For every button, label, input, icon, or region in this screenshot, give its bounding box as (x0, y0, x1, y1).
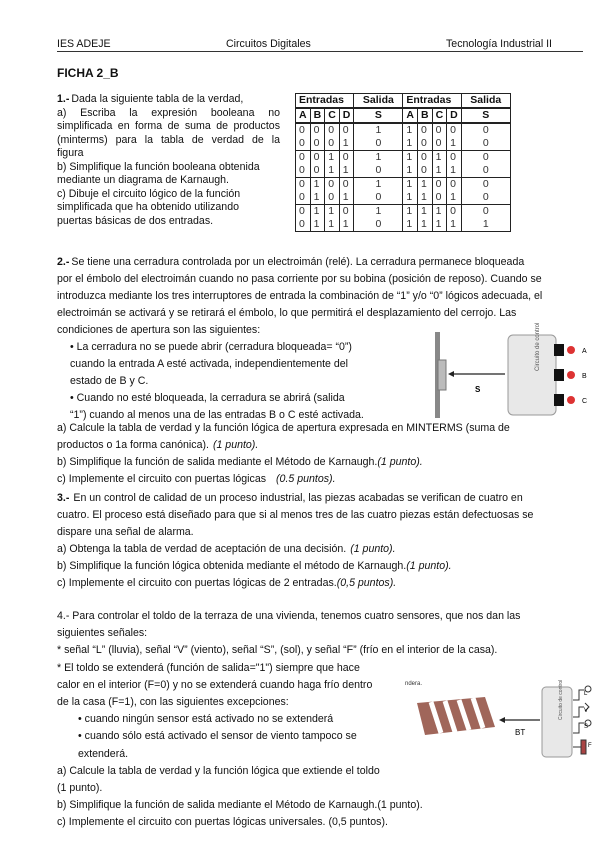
q2-part-c (57, 473, 336, 485)
q2-bullet-line: • Cuando no esté bloqueada, la cerradura se abrirá (salida (70, 392, 345, 404)
table-cell: 1 (432, 218, 447, 232)
table-cell: 0 (354, 218, 403, 232)
header-course: Tecnología Industrial II (446, 38, 552, 50)
q4-line: * señal “L” (lluvia), señal “V” (viento), señal “S”, (sol), y señal “F” (frío en el interior de la casa). (57, 644, 498, 657)
q1-line-text: b) Simplifique la función booleana obtenida (57, 160, 260, 173)
q2-part-a (57, 422, 510, 434)
column-header: D (339, 108, 354, 123)
truth-table (295, 93, 511, 232)
q4-line: calor en el interior (F=0) y no se extenderá cuando haga frío dentro (57, 678, 373, 691)
q3-line (57, 492, 523, 504)
table-cell: 1 (339, 137, 354, 151)
table-cell: 1 (417, 191, 432, 205)
table-cell: 1 (432, 205, 447, 219)
q3-line (57, 526, 194, 538)
table-cell: 0 (325, 123, 340, 137)
part-points: (0,5 puntos). (336, 577, 397, 589)
table-cell: 0 (296, 137, 311, 151)
table-cell: 0 (296, 178, 311, 192)
table-cell: 0 (310, 164, 325, 178)
table-cell: 1 (403, 164, 418, 178)
table-cell: 1 (447, 218, 462, 232)
q2-line (57, 290, 542, 302)
q1-line (57, 161, 260, 173)
q1-line (57, 188, 240, 200)
table-cell: 1 (432, 151, 447, 165)
table-row (296, 164, 511, 178)
table-cell: 0 (310, 123, 325, 137)
q3-part-c (57, 577, 396, 589)
part-points: (0.5 puntos). (276, 473, 336, 485)
q2-line-text: electroimán se activará y se retirará el émbolo, lo que permitirá el desplazamiento del cerrojo. Las (57, 307, 517, 319)
q3-line-text: cuatro. El proceso está diseñado para que si al menos tres de las cuatro piezas están defectuosas se (57, 509, 534, 521)
table-cell: 0 (296, 218, 311, 232)
table-cell: 0 (447, 178, 462, 192)
q4-line: a) Calcule la tabla de verdad y la función lógica que extiende el toldo (57, 764, 380, 777)
q1-line (57, 134, 280, 146)
table-cell: 0 (296, 164, 311, 178)
table-row (296, 137, 511, 151)
table-cell: 0 (310, 151, 325, 165)
header-rule (57, 51, 583, 52)
table-cell: 1 (310, 205, 325, 219)
table-cell: 0 (432, 137, 447, 151)
table-cell: 0 (339, 123, 354, 137)
q1-line (57, 93, 243, 105)
table-cell: 1 (403, 218, 418, 232)
q4-line: 4.- Para controlar el toldo de la terraza de una vivienda, tenemos cuatro sensores, que nos dan las (57, 610, 521, 622)
table-cell: 0 (296, 123, 311, 137)
part-text: a) Obtenga la tabla de verdad de aceptación de una decisión. (57, 543, 347, 555)
q1-line-text: a) Escriba la expresión booleana no (57, 106, 280, 119)
table-cell: 0 (461, 191, 510, 205)
table-cell: 1 (325, 205, 340, 219)
q2-bullet-line: “1”) cuando al menos una de las entradas B o C esté activada. (70, 409, 364, 421)
table-cell: 0 (325, 137, 340, 151)
table-cell: 0 (296, 151, 311, 165)
table-cell: 0 (354, 137, 403, 151)
table-cell: 0 (339, 151, 354, 165)
header-school: IES ADEJE (57, 38, 111, 50)
question-number: 2.- (57, 256, 70, 268)
column-header: A (403, 108, 418, 123)
question-number: 3.- (57, 492, 70, 504)
q1-line-text: mediante un diagrama de Karnaugh. (57, 174, 229, 186)
header-salida: Salida (354, 94, 403, 109)
header-entradas: Entradas (403, 94, 461, 109)
table-cell: 1 (339, 164, 354, 178)
part-text: b) Simplifique la función de salida mediante el Método de Karnaugh. (57, 456, 378, 468)
q2-line-text: Se tiene una cerradura controlada por un electroimán (relé). La cerradura permanece bloqueada (71, 256, 525, 268)
q4-line: c) Implemente el circuito con puertas lógicas universales. (0,5 puntos). (57, 816, 388, 829)
table-cell: 0 (354, 164, 403, 178)
part-text: c) Implemente el circuito con puertas lógicas (57, 473, 267, 485)
sensor-label: L (584, 691, 588, 697)
part-points: (1 punto). (350, 543, 396, 555)
table-cell: 0 (417, 151, 432, 165)
q1-line (57, 107, 280, 119)
table-cell: 1 (447, 137, 462, 151)
q1-line (57, 147, 84, 159)
q2-line-text: introduzca mediante los tres interruptores de entrada la combinación de “1” y/o “0” lógicos adecuada, el (57, 290, 543, 302)
table-cell: 1 (447, 191, 462, 205)
table-cell: 1 (325, 164, 340, 178)
q4-line: siguientes señales: (57, 627, 148, 640)
column-header: D (447, 108, 462, 123)
table-cell: 1 (403, 191, 418, 205)
column-header: B (417, 108, 432, 123)
q1-line (57, 120, 280, 132)
table-cell: 0 (432, 178, 447, 192)
column-header: A (296, 108, 311, 123)
q1-line-text: c) Dibuje el circuito lógico de la función (57, 187, 241, 200)
q1-line (57, 201, 239, 213)
table-cell: 1 (447, 164, 462, 178)
table-cell: 0 (461, 205, 510, 219)
figure-label: A (582, 348, 587, 355)
input-switches (554, 344, 575, 406)
table-cell: 1 (354, 151, 403, 165)
part-text: c) Implemente el circuito con puertas lógicas de 2 entradas. (57, 577, 337, 589)
sensor-label: S (584, 724, 589, 730)
table-cell: 0 (310, 137, 325, 151)
table-cell: 1 (403, 151, 418, 165)
table-cell: 1 (310, 191, 325, 205)
table-cell: 1 (403, 178, 418, 192)
awning-circuit-figure (405, 675, 590, 760)
q4-line: de la casa (F=1), con las siguientes excepciones: (57, 696, 289, 708)
column-header: S (354, 108, 403, 123)
q3-line-text: dispare una señal de alarma. (57, 526, 194, 538)
table-cell: 0 (432, 191, 447, 205)
table-cell: 1 (339, 218, 354, 232)
table-cell: 1 (417, 205, 432, 219)
table-cell: 1 (310, 178, 325, 192)
table-row (296, 123, 511, 137)
table-cell: 0 (296, 191, 311, 205)
figure-label: Circuito de control (535, 322, 541, 371)
table-cell: 0 (325, 191, 340, 205)
figure-label: BT (515, 728, 526, 737)
q3-part-b (57, 560, 452, 572)
figure-label: ndera. (405, 681, 423, 687)
part-points: (1 punto). (377, 456, 423, 468)
q3-line (57, 509, 533, 521)
sensor-label: F (588, 743, 592, 749)
q4-line: extenderá. (78, 747, 129, 760)
figure-label: B (582, 373, 587, 380)
q2-line (57, 256, 524, 268)
header-subject: Circuitos Digitales (226, 38, 311, 50)
lock-circuit-figure (420, 322, 590, 418)
q2-bullet-line: • La cerradura no se puede abrir (cerradura bloqueada= “0”) (70, 341, 352, 353)
table-row (296, 178, 511, 192)
table-cell: 1 (432, 164, 447, 178)
table-row (296, 151, 511, 165)
part-points: (1 punto). (406, 560, 452, 572)
table-cell: 0 (432, 123, 447, 137)
q1-line-text: simplificada que ha obtenido utilizando (57, 201, 239, 213)
q2-line (57, 307, 516, 319)
table-cell: 1 (403, 123, 418, 137)
part-text: a) Calcule la tabla de verdad y la función lógica de apertura expresada en MINTERMS (suma de (57, 422, 510, 434)
part-points: (1 punto). (212, 439, 259, 451)
table-cell: 0 (461, 123, 510, 137)
column-header: S (461, 108, 510, 123)
q2-bullet-line: estado de B y C. (70, 375, 149, 387)
table-cell: 0 (339, 178, 354, 192)
q1-line-text: simplificada en forma de suma de productos (57, 120, 280, 132)
q4-line: * El toldo se extenderá (función de salida="1") siempre que hace (57, 661, 360, 674)
table-row (296, 218, 511, 232)
q1-line (57, 215, 213, 227)
q4-line: • cuando ningún sensor está activado no se extenderá (78, 713, 334, 726)
control-circuit-box (542, 687, 572, 757)
page-title: FICHA 2_B (57, 66, 119, 80)
table-cell: 0 (461, 151, 510, 165)
q2-part-a2 (57, 439, 258, 451)
q2-line-text: condiciones de apertura son las siguientes: (57, 324, 261, 336)
table-cell: 1 (310, 218, 325, 232)
q4-line: • cuando sólo está activado el sensor de viento tampoco se (78, 730, 357, 743)
q2-line (57, 273, 542, 285)
header-entradas: Entradas (296, 94, 354, 109)
column-header: B (310, 108, 325, 123)
table-cell: 1 (403, 137, 418, 151)
q2-line (57, 324, 260, 336)
table-cell: 1 (354, 123, 403, 137)
q1-line-text: puertas básicas de dos entradas. (57, 214, 214, 227)
sensor-label: V (584, 708, 589, 714)
table-cell: 1 (339, 191, 354, 205)
table-cell: 0 (447, 151, 462, 165)
part-text: productos o 1a forma canónica). (57, 439, 209, 451)
q1-line-text: (minterms) para la tabla de verdad de la (57, 133, 280, 146)
table-cell: 1 (354, 205, 403, 219)
table-cell: 0 (461, 178, 510, 192)
table-cell: 0 (461, 137, 510, 151)
q2-bullet-line: cuando la entrada A esté activada, independientemente del (70, 358, 349, 370)
control-circuit-box (508, 335, 556, 415)
table-cell: 0 (325, 178, 340, 192)
table-cell: 0 (417, 137, 432, 151)
part-text: b) Simplifique la función lógica obtenida mediante el método de Karnaugh. (57, 560, 407, 572)
header-salida: Salida (461, 94, 510, 109)
table-cell: 0 (354, 191, 403, 205)
table-cell: 1 (417, 178, 432, 192)
table-cell: 1 (325, 218, 340, 232)
q1-line-text: Dada la siguiente tabla de la verdad, (71, 93, 244, 105)
table-cell: 1 (354, 178, 403, 192)
table-cell: 0 (417, 164, 432, 178)
q1-line-text: figura (57, 147, 84, 159)
table-cell: 1 (325, 151, 340, 165)
q3-line-text: En un control de calidad de un proceso industrial, las piezas acabadas se verifican de cuatro en (73, 492, 523, 504)
table-row (296, 191, 511, 205)
table-row (296, 205, 511, 219)
q4-line: (1 punto). (57, 782, 103, 794)
table-cell: 0 (417, 123, 432, 137)
table-cell: 0 (461, 164, 510, 178)
table-cell: 0 (339, 205, 354, 219)
table-cell: 1 (417, 218, 432, 232)
table-cell: 0 (447, 205, 462, 219)
column-header: C (432, 108, 447, 123)
column-header: C (325, 108, 340, 123)
table-cell: 1 (403, 205, 418, 219)
table-cell: 0 (296, 205, 311, 219)
q1-line (57, 174, 229, 186)
awning-icon (417, 697, 495, 735)
table-cell: 1 (461, 218, 510, 232)
table-cell: 0 (447, 123, 462, 137)
q2-line-text: por el émbolo del electroimán cuando no pasa corriente por su bobina (posición de reposo). Cuando se (57, 273, 542, 285)
q4-line: b) Simplifique la función de salida mediante el Método de Karnaugh.(1 punto). (57, 799, 423, 812)
question-number: 1.- (57, 93, 70, 105)
figure-label: C (582, 398, 588, 405)
q3-part-a (57, 543, 396, 555)
figure-label: S (475, 385, 481, 394)
q2-part-b (57, 456, 423, 468)
figure-label: Circuito de control (558, 679, 564, 720)
